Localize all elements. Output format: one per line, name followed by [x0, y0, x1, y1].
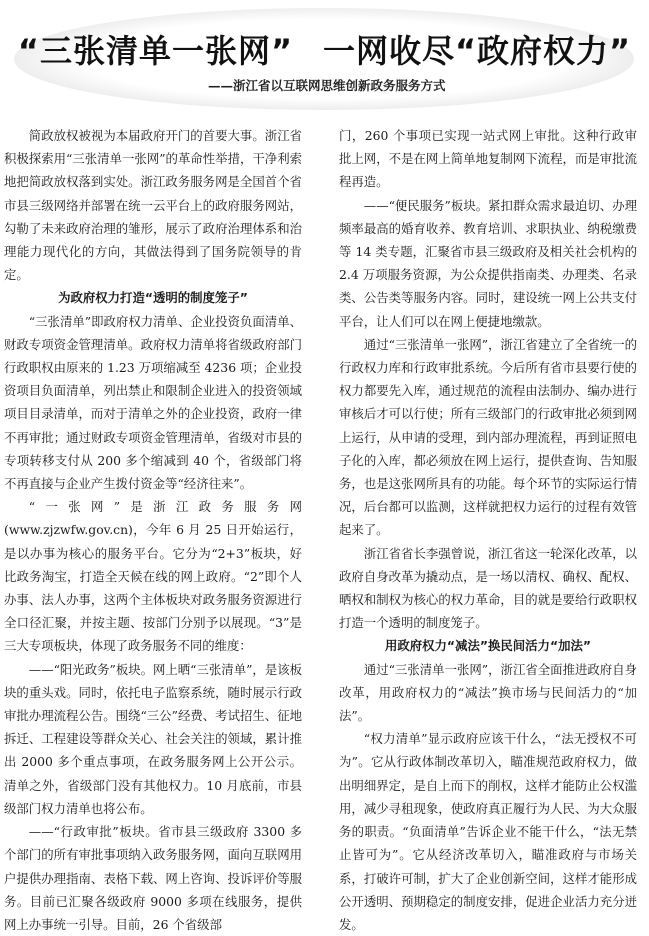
- paragraph-sunshine-affairs: ——“阳光政务”板块。网上晒“三张清单”，是该板块的重头戏。同时，依托电子监察系统，随时展示行政审批办理流程公告。围绕“三公”经费、考试招生、征地拆迁、工程建设等群众关心、社会关注的领域，累计推出 2000 多个重点事项，在政务服务网上公开公示。清单之外，省级部门没有其他权力。10 月底前，市县级部门权力清单也将公布。: [4, 661, 302, 816]
- paragraph-subtraction-addition: 通过“三张清单一张网”，浙江省全面推进政府自身改革，用政府权力的“减法”换市场与民间活力的“加法”。: [339, 661, 637, 724]
- article-title: [0, 26, 649, 72]
- paragraph-one-network: “一张网”是浙江政务服务网(www.zjzwfw.gov.cn)，今年 6 月 25 日开始运行，是以办事为核心的服务平台。它分为“2+3”板块，好比政务淘宝，打造全天候在线的网上政府。“2”即个人办事、法人办事，这两个主体板块对政务服务资源进行全口径汇聚，并按主题、按部门分别予以展现。“3”是三大专项板块，体现了政务服务不同的维度：: [4, 499, 302, 654]
- paragraph-approval-continued: 门，260 个事项已实现一站式网上审批。这种行政审批上网，不是在网上简单地复制网下流程，而是审批流程再造。: [339, 128, 637, 190]
- section-heading-1: 为政府权力打造“透明的制度笼子”: [58, 290, 248, 306]
- section-heading-2: 用政府权力“减法”换民间活力“加法”: [384, 638, 592, 654]
- title-part-1: “三张清单一张网”: [17, 32, 293, 70]
- paragraph-convenience-services: ——“便民服务”板块。紧扣群众需求最迫切、办理频率最高的婚育收养、教育培训、求职执业、纳税缴费等 14 类专题，汇聚省市县三级政府及相关社会机构的 2.4 万项服务资源，为公众提供指南类、办理类、名录类、公告类等服务内容。同时，建设统一网上公共支付平台，让人们可以在网上便捷地缴款。: [339, 197, 637, 329]
- paragraph-power-list-negative-list: “权力清单”显示政府应该干什么，“法无授权不可为”。它从行政体制改革切入，瞄准规范政府权力，做出明细界定，是自上而下的削权，这样才能防止公权滥用，减少寻租现象，使政府真正履行为人民、为大众服务的职责。“负面清单”告诉企业不能干什么，“法无禁止皆可为”。它从经济改革切入，瞄准政府与市场关系，打破许可制，扩大了企业创新空间，这样才能形成公开透明、预期稳定的制度安排，促进企业活力充分迸发。: [339, 731, 637, 932]
- intro-paragraph: 简政放权被视为本届政府开门的首要大事。浙江省积极探索用“三张清单一张网”的革命性举措，干净利索地把简政放权落到实处。浙江政务服务网是全国首个省市县三级网络并部署在统一云平台上的政府服务网站，勾勒了未来政府治理的雏形，展示了政府治理体系和治理能力现代化的方向，其做法得到了国务院领导的肯定。: [4, 128, 302, 283]
- left-column: [4, 124, 302, 936]
- title-part-2: 一网收尽“政府权力”: [323, 32, 632, 70]
- paragraph-power-database: 通过“三张清单一张网”，浙江省建立了全省统一的行政权力库和行政审批系统。今后所有省市县要行使的权力都要先入库，通过规范的流程由法制办、编办进行审核后才可以行使；所有三级部门的行政审批必须到网上运行，从申请的受理，到内部办理流程，再到证照电子化的入库，都必须放在网上运行，提供查询、告知服务，也是这张网所具有的功能。每个环节的实际运行情况，后台都可以监测，这样就把权力运行的过程有效管起来了。: [339, 336, 637, 538]
- article-subtitle: ——浙江省以互联网思维创新政务服务方式: [208, 78, 446, 93]
- column-divider: [321, 124, 322, 869]
- paragraph-administrative-approval: ——“行政审批”板块。省市县三级政府 3300 多个部门的所有审批事项纳入政务服务网，面向互联网用户提供办理指南、表格下载、网上咨询、投诉评价等服务。目前已汇聚各级政府 9000 多项在线服务，提供网上办事统一引导。目前，26 个省级部: [4, 824, 302, 932]
- paragraph-three-lists: “三张清单”即政府权力清单、企业投资负面清单、财政专项资金管理清单。政府权力清单将省级政府部门行政职权由原来的 1.23 万项缩减至 4236 项；企业投资项目负面清单，列出禁止和限制企业进入的投资领域项目目录清单，而对于清单之外的企业投资，政府一律不再审批；通过财政专项资金管理清单，省级对市县的专项转移支付从 200 多个缩减到 40 个，省级部门将不再直接与企业产生拨付资金等“经济往来”。: [4, 313, 302, 492]
- paragraph-governor-quote: 浙江省省长李强曾说，浙江省这一轮深化改革，以政府自身改革为撬动点，是一场以清权、确权、配权、晒权和制权为核心的权力革命，目的就是要给行政职权打造一个透明的制度笼子。: [339, 545, 637, 631]
- right-column: [339, 124, 637, 936]
